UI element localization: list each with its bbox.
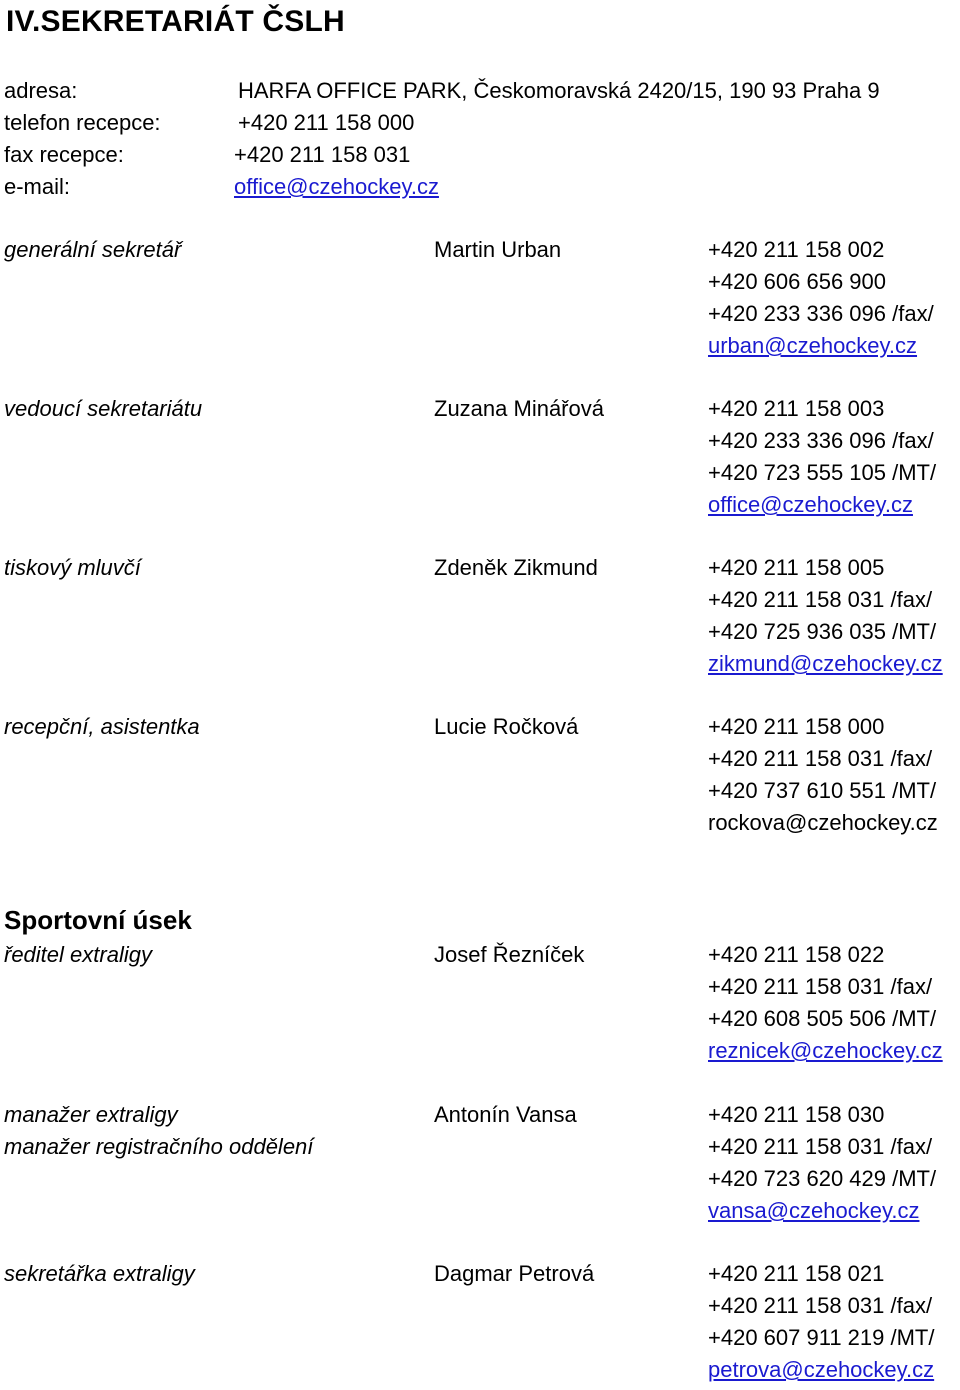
person-name: Josef Řezníček	[434, 942, 585, 967]
person-name: Lucie Ročková	[434, 714, 579, 739]
email-link[interactable]: vansa@czehockey.cz	[708, 1198, 920, 1223]
role-label: generální sekretář	[4, 237, 182, 262]
person-name: Martin Urban	[434, 237, 562, 262]
phone-line: +420 211 158 002	[708, 237, 885, 262]
fax-line: +420 211 158 031 /fax/	[708, 746, 933, 771]
email-link[interactable]: urban@czehockey.cz	[708, 333, 918, 358]
fax-line: +420 233 336 096 /fax/	[708, 428, 934, 453]
address-label: adresa:	[4, 78, 78, 103]
phone-line: +420 211 158 030	[708, 1102, 885, 1127]
office-email-link[interactable]: office@czehockey.cz	[234, 174, 439, 199]
fax-value: +420 211 158 031	[234, 142, 411, 167]
phone-line: +420 211 158 022	[708, 942, 885, 967]
mobile-line: +420 608 505 506 /MT/	[708, 1006, 937, 1031]
fax-line: +420 211 158 031 /fax/	[708, 974, 933, 999]
mobile-line: +420 737 610 551 /MT/	[708, 778, 937, 803]
fax-line: +420 233 336 096 /fax/	[708, 301, 934, 326]
email-link[interactable]: zikmund@czehockey.cz	[708, 651, 943, 676]
phone-label: telefon recepce:	[4, 110, 161, 135]
phone-value: +420 211 158 000	[238, 110, 415, 135]
role-label: tiskový mluvčí	[4, 555, 141, 580]
role-label-secondary: manažer registračního oddělení	[4, 1134, 314, 1159]
role-label: recepční, asistentka	[4, 714, 200, 739]
person-name: Zuzana Minářová	[434, 396, 604, 421]
phone-line: +420 606 656 900	[708, 269, 887, 294]
email-text: rockova@czehockey.cz	[708, 810, 938, 835]
email-label: e-mail:	[4, 174, 71, 199]
phone-line: +420 211 158 021	[708, 1261, 885, 1286]
page-title: IV.SEKRETARIÁT ČSLH	[6, 5, 345, 38]
phone-line: +420 211 158 000	[708, 714, 885, 739]
email-link[interactable]: office@czehockey.cz	[708, 492, 913, 517]
fax-line: +420 211 158 031 /fax/	[708, 1293, 933, 1318]
email-link[interactable]: petrova@czehockey.cz	[708, 1357, 935, 1382]
mobile-line: +420 723 620 429 /MT/	[708, 1166, 937, 1191]
fax-line: +420 211 158 031 /fax/	[708, 1134, 933, 1159]
person-name: Zdeněk Zikmund	[434, 555, 598, 580]
address-value: HARFA OFFICE PARK, Českomoravská 2420/15, 190 93 Praha 9	[238, 78, 880, 103]
phone-line: +420 211 158 003	[708, 396, 885, 421]
mobile-line: +420 723 555 105 /MT/	[708, 460, 937, 485]
email-link[interactable]: reznicek@czehockey.cz	[708, 1038, 943, 1063]
phone-line: +420 211 158 005	[708, 555, 885, 580]
role-label: manažer extraligy	[4, 1102, 178, 1127]
mobile-line: +420 607 911 219 /MT/	[708, 1325, 935, 1350]
fax-line: +420 211 158 031 /fax/	[708, 587, 933, 612]
fax-label: fax recepce:	[4, 142, 124, 167]
role-label: sekretářka extraligy	[4, 1261, 195, 1286]
person-name: Dagmar Petrová	[434, 1261, 595, 1286]
role-label: vedoucí sekretariátu	[4, 396, 203, 421]
person-name: Antonín Vansa	[434, 1102, 577, 1127]
mobile-line: +420 725 936 035 /MT/	[708, 619, 937, 644]
role-label: ředitel extraligy	[4, 942, 152, 967]
section-heading: Sportovní úsek	[4, 905, 192, 935]
